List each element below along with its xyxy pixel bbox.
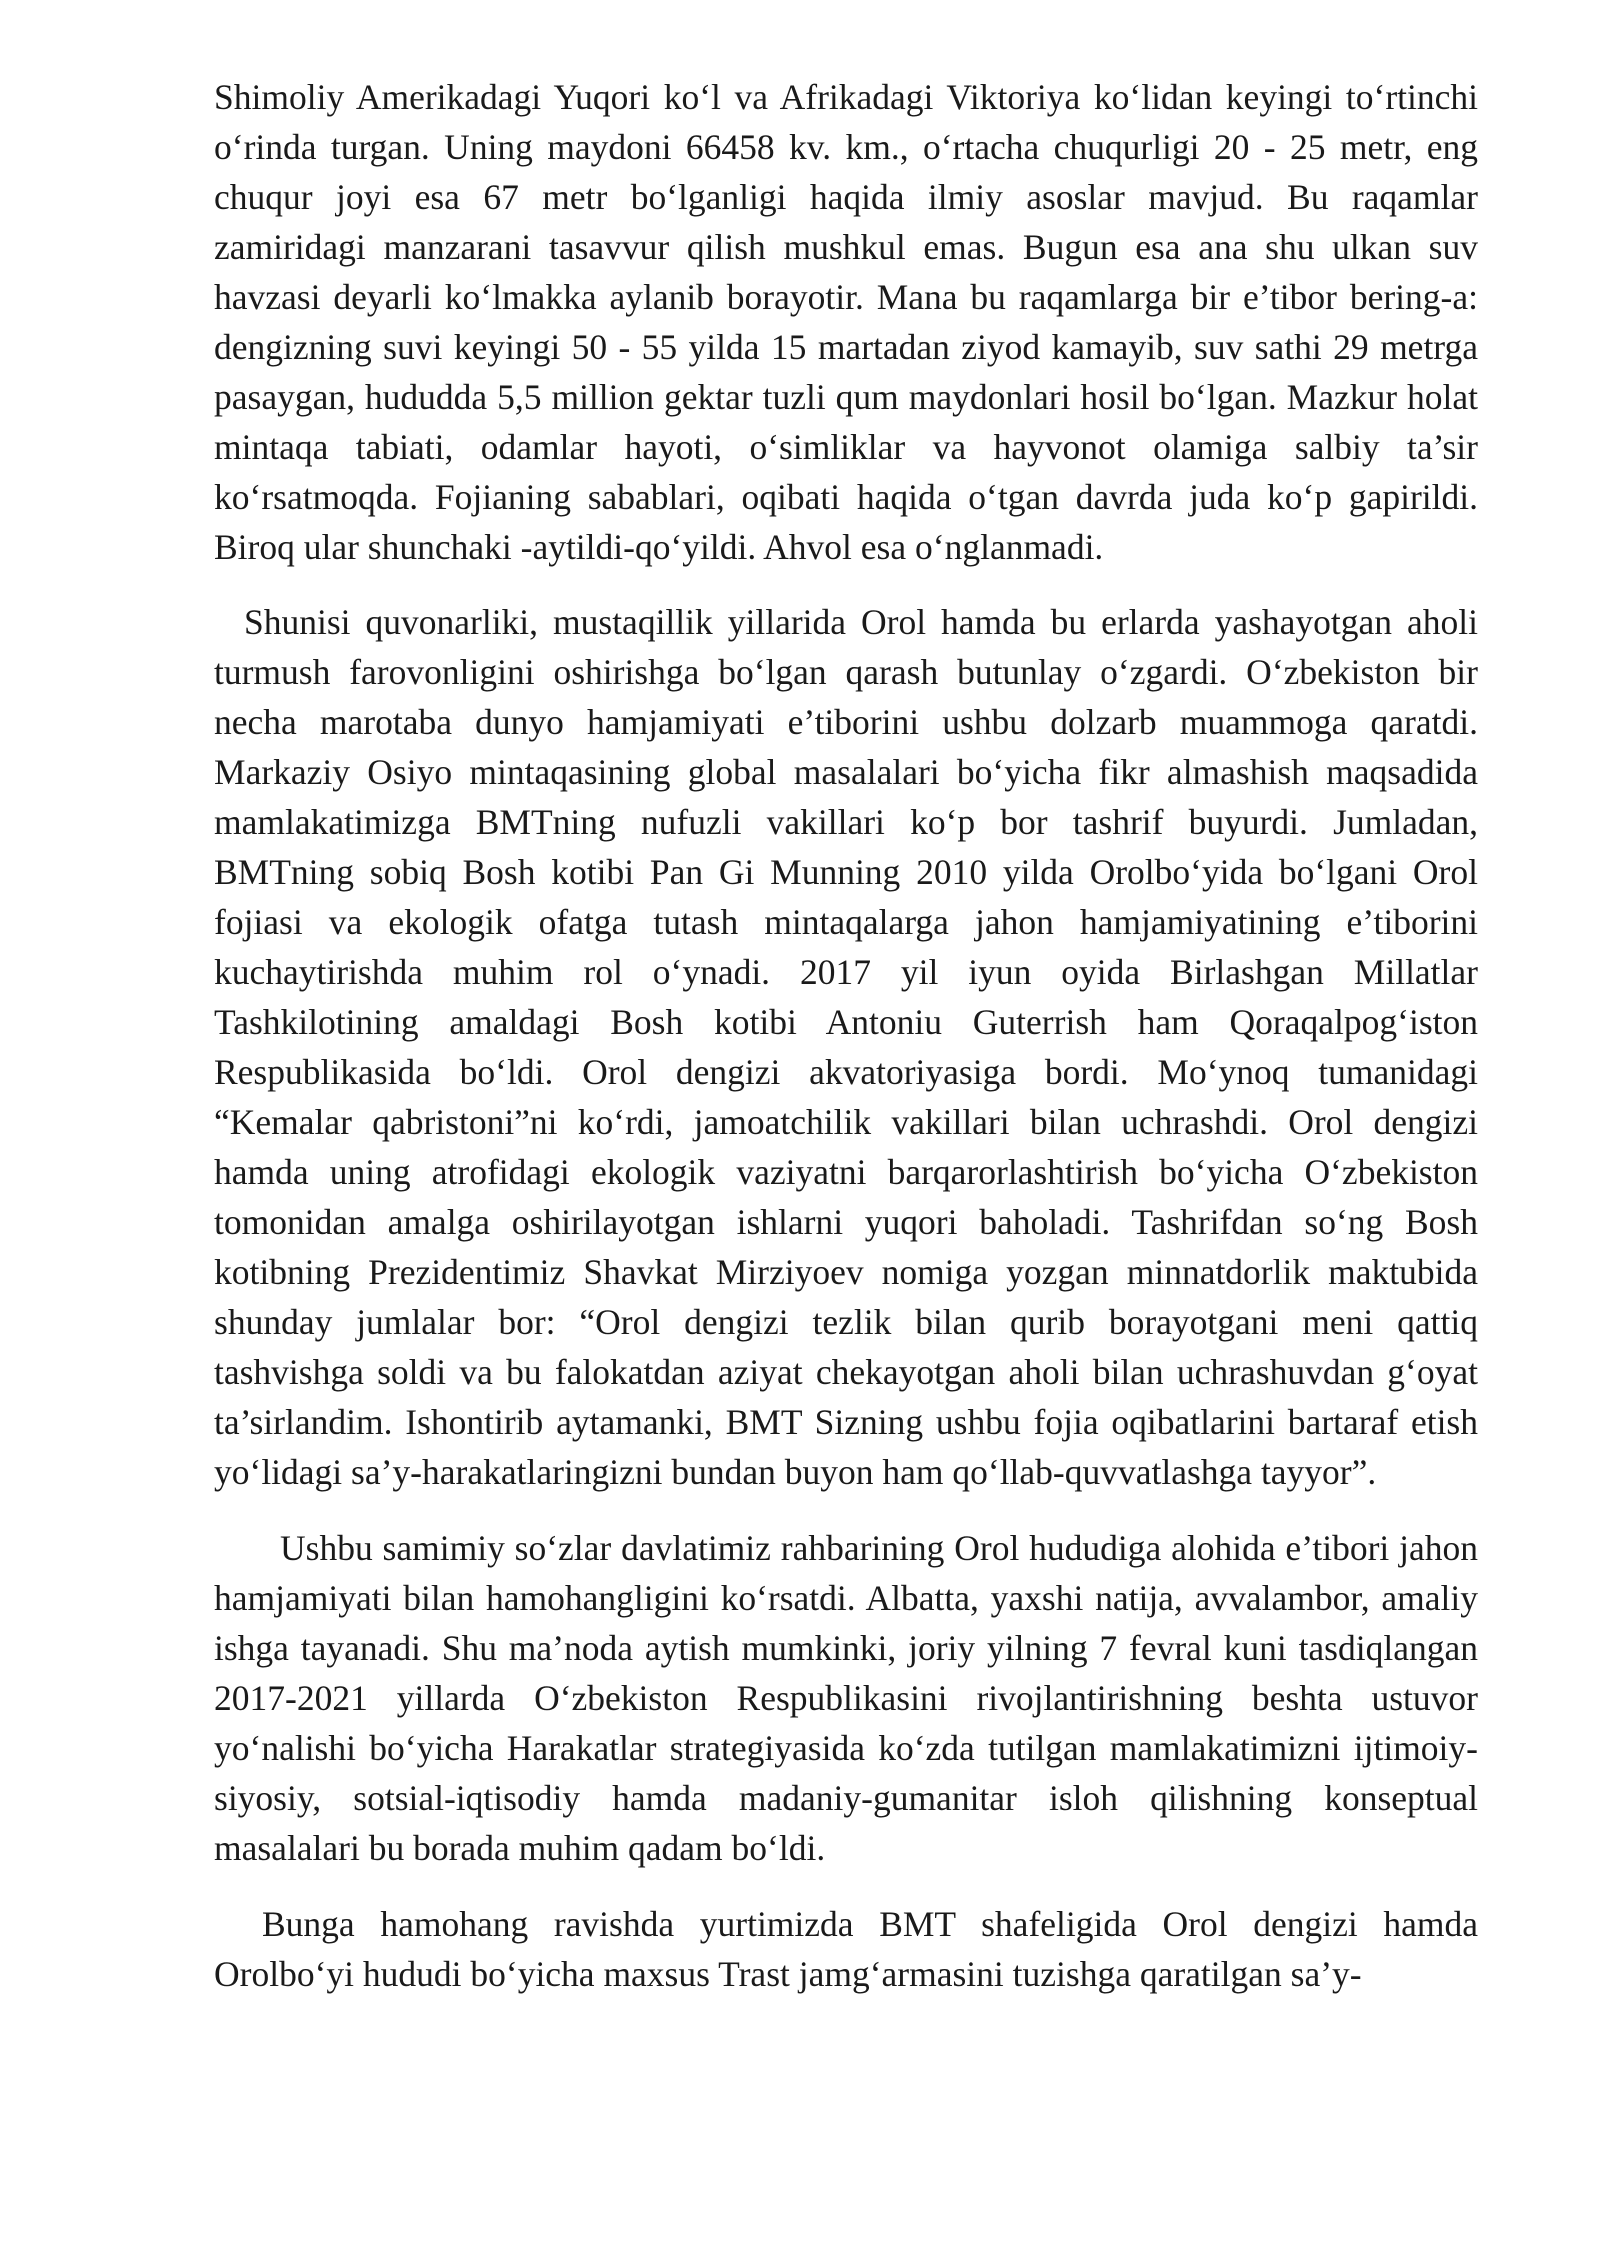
- body-text: [214, 72, 1478, 1999]
- paragraph-2: Shunisi quvonarliki, mustaqillik yillarida Orol hamda bu erlarda yashayotgan aholi turmush farovonligini oshirishga bo‘lgan qarash butunlay o‘zgardi. O‘zbekiston bir necha marotaba dunyo hamjamiyati e’tiborini ushbu dolzarb muammoga qaratdi. Markaziy Osiyo mintaqasining global masalalari bo‘yicha fikr almashish maqsadida mamlakatimizga BMTning nufuzli vakillari ko‘p bor tashrif buyurdi. Jumladan, BMTning sobiq Bosh kotibi Pan Gi Munning 2010 yilda Orolbo‘yida bo‘lgani Orol fojiasi va ekologik ofatga tutash mintaqalarga jahon hamjamiyatining e’tiborini kuchaytirishda muhim rol o‘ynadi. 2017 yil iyun oyida Birlashgan Millatlar Tashkilotining amaldagi Bosh kotibi Antoniu Guterrish ham Qoraqalpog‘iston Respublikasida bo‘ldi. Orol dengizi akvatoriyasiga bordi. Mo‘ynoq tumanidagi “Kemalar qabristoni”ni ko‘rdi, jamoatchilik vakillari bilan uchrashdi. Orol dengizi hamda uning atrofidagi ekologik vaziyatni barqarorlashtirish bo‘yicha O‘zbekiston tomonidan amalga oshirilayotgan ishlarni yuqori baholadi. Tashrifdan so‘ng Bosh kotibning Prezidentimiz Shavkat Mirziyoev nomiga yozgan minnatdorlik maktubida shunday jumlalar bor: “Orol dengizi tezlik bilan qurib borayotgani meni qattiq tashvishga soldi va bu falokatdan aziyat chekayotgan aholi bilan uchrashuvdan g‘oyat ta’sirlandim. Ishontirib aytamanki, BMT Sizning ushbu fojia oqibatlarini bartaraf etish yo‘lidagi sa’y-harakatlaringizni bundan buyon ham qo‘llab-quvvatlashga tayyor”.: [214, 602, 1478, 1492]
- paragraph-3: Ushbu samimiy so‘zlar davlatimiz rahbarining Orol hududiga alohida e’tibori jahon hamjamiyati bilan hamohangligini ko‘rsatdi. Albatta, yaxshi natija, avvalambor, amaliy ishga tayanadi. Shu ma’noda aytish mumkinki, joriy yilning 7 fevral kuni tasdiqlangan 2017-2021 yillarda O‘zbekiston Respublikasini rivojlantirishning beshta ustuvor yo‘nalishi bo‘yicha Harakatlar strategiyasida ko‘zda tutilgan mamlakatimizni ijtimoiy-siyosiy, sotsial-iqtisodiy hamda madaniy-gumanitar isloh qilishning konseptual masalalari bu borada muhim qadam bo‘ldi.: [214, 1528, 1478, 1868]
- paragraph-1: Shimoliy Amerikadagi Yuqori ko‘l va Afrikadagi Viktoriya ko‘lidan keyingi to‘rtinchi o‘rinda turgan. Uning maydoni 66458 kv. km., o‘rtacha chuqurligi 20 - 25 metr, eng chuqur joyi esa 67 metr bo‘lganligi haqida ilmiy asoslar mavjud. Bu raqamlar zamiridagi manzarani tasavvur qilish mushkul emas. Bugun esa ana shu ulkan suv havzasi deyarli ko‘lmakka aylanib borayotir. Mana bu raqamlarga bir e’tibor bering-a: dengizning suvi keyingi 50 - 55 yilda 15 martadan ziyod kamayib, suv sathi 29 metrga pasaygan, hududda 5,5 million gektar tuzli qum maydonlari hosil bo‘lgan. Mazkur holat mintaqa tabiati, odamlar hayoti, o‘simliklar va hayvonot olamiga salbiy ta’sir ko‘rsatmoqda. Fojianing sabablari, oqibati haqida o‘tgan davrda juda ko‘p gapirildi. Biroq ular shunchaki -aytildi-qo‘yildi. Ahvol esa o‘nglanmadi.: [214, 77, 1478, 567]
- paragraph-4: Bunga hamohang ravishda yurtimizda BMT shafeligida Orol dengizi hamda Orolbo‘yi hududi bo‘yicha maxsus Trast jamg‘armasini tuzishga qaratilgan sa’y-: [214, 1904, 1478, 1994]
